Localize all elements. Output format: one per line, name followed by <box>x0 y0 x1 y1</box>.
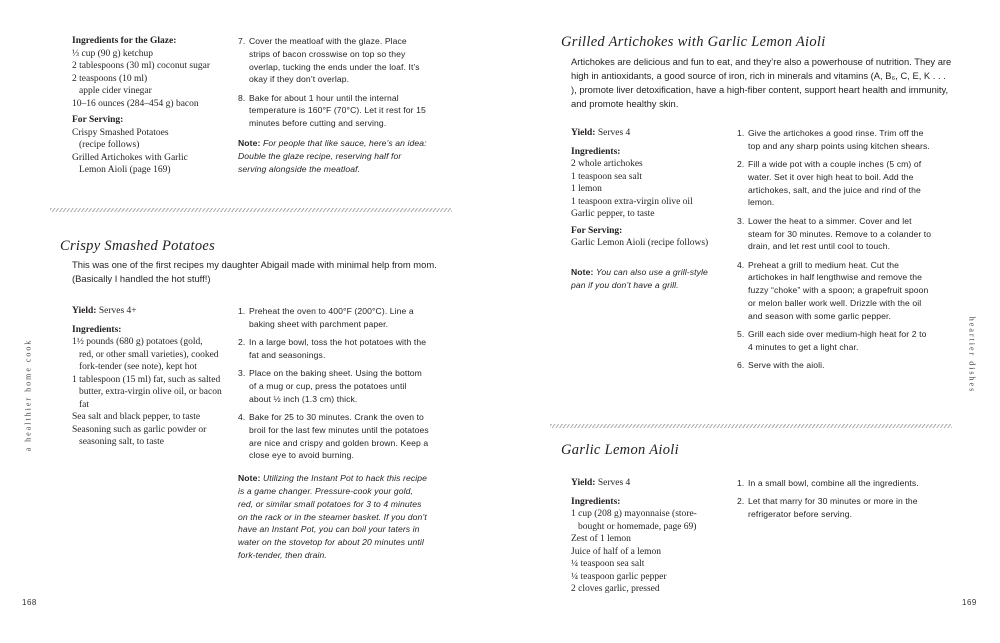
note-text: For people that like sauce, here’s an idea: Double the glaze recipe, reserving half for serving alongside the meatloaf. <box>238 138 427 174</box>
note-text: Utilizing the Instant Pot to hack this recipe is a game changer. Pressure-cook your gold, red, or similar small potatoes for 3 to 4 minutes on the rack or in the steamer basket. If you don’t have an Instant Pot, you can boil your taters in water on the stovetop for about 20 minutes until fork-tender, then drain. <box>238 473 428 561</box>
step-item <box>737 495 933 521</box>
step-number: 3. <box>238 368 246 379</box>
step-number: 2. <box>737 159 745 170</box>
ingredient-item: 2 cloves garlic, pressed <box>571 584 660 594</box>
step-number: 8. <box>238 92 246 103</box>
yield-label: Yield: <box>571 478 596 488</box>
running-head-left: a healthier home cook <box>23 338 33 452</box>
ingredient-item: 1 teaspoon sea salt <box>571 171 642 182</box>
step-text: Lower the heat to a simmer. Cover and let steam for 30 minutes. Remove to a colander to drain, and let rest until cool to touch. <box>748 215 932 252</box>
serving-item: Grilled Artichokes with Garlic Lemon Aioli (page 169) <box>72 152 188 175</box>
potatoes-ingredients <box>72 305 222 449</box>
aioli-ingredients <box>571 477 721 596</box>
step-number: 4. <box>737 259 745 270</box>
ingredient-item: Garlic pepper, to taste <box>571 209 655 219</box>
step-item <box>238 35 430 86</box>
yield-line <box>72 305 222 318</box>
ingredient-item: 1 teaspoon extra-virgin olive oil <box>571 196 693 207</box>
ingredient-item: Seasoning such as garlic powder or seasoning salt, to taste <box>72 424 207 447</box>
right-page <box>500 0 1000 643</box>
note-label: Note: <box>238 473 261 484</box>
step-number: 5. <box>737 329 745 340</box>
yield-label: Yield: <box>72 306 97 316</box>
serving-heading: For Serving: <box>571 225 623 236</box>
step-item <box>737 328 933 354</box>
recipe-title: Garlic Lemon Aioli <box>561 442 679 458</box>
ingredients-heading: Ingredients: <box>571 496 621 507</box>
step-item <box>737 359 933 372</box>
page-number: 168 <box>22 598 37 607</box>
ingredient-item: ¼ teaspoon garlic pepper <box>571 571 667 582</box>
step-item <box>238 367 430 405</box>
yield-value: Serves 4 <box>597 128 631 138</box>
step-number: 7. <box>238 36 246 46</box>
step-text: Let that marry for 30 minutes or more in the refrigerator before serving. <box>748 496 918 520</box>
section-divider <box>550 424 952 428</box>
step-text: Preheat the oven to 400°F (200°C). Line a baking sheet with parchment paper. <box>249 306 414 329</box>
serving-heading: For Serving: <box>72 115 124 125</box>
artichokes-ingredients <box>571 127 726 250</box>
step-item <box>238 336 430 362</box>
page-number: 169 <box>962 598 977 607</box>
step-item <box>238 305 430 331</box>
note-text: You can also use a grill-style pan if you don’t have a grill. <box>571 267 708 290</box>
step-number: 3. <box>737 215 745 226</box>
potatoes-note <box>238 472 430 562</box>
ingredient-item: Juice of half of a lemon <box>571 546 661 557</box>
step-text: Grill each side over medium-high heat for 2 to 4 minutes to get a light char. <box>748 329 927 352</box>
note-label: Note: <box>571 267 594 277</box>
ingredient-item: Zest of 1 lemon <box>571 534 631 544</box>
note-label: Note: <box>238 138 261 149</box>
serving-item: Crispy Smashed Potatoes (recipe follows) <box>72 127 169 150</box>
yield-line <box>571 477 721 490</box>
running-head-right: heartier dishes <box>967 316 977 394</box>
step-text: In a small bowl, combine all the ingredients. <box>748 478 919 488</box>
ingredient-item: 1 lemon <box>571 184 602 194</box>
recipe-intro: This was one of the first recipes my daughter Abigail made with minimal help from mom. (Basically I handled the hot stuff!) <box>72 259 437 284</box>
step-text: Cover the meatloaf with the glaze. Place strips of bacon crosswise on top so they overlap, tucking the ends under the loaf. It’s okay if they don’t overlap. <box>249 36 420 85</box>
glaze-item: 2 teaspoons (10 ml) apple cider vinegar <box>72 73 152 96</box>
step-text: Give the artichokes a good rinse. Trim off the top and any sharp points using kitchen shears. <box>748 128 930 151</box>
section-divider <box>50 208 452 212</box>
step-number: 1. <box>737 128 745 138</box>
step-item <box>238 411 430 462</box>
meatloaf-steps <box>238 35 430 175</box>
step-number: 4. <box>238 412 246 423</box>
step-number: 6. <box>737 360 745 371</box>
ingredient-item: ¼ teaspoon sea salt <box>571 559 645 569</box>
glaze-item: 10–16 ounces (284–454 g) bacon <box>72 98 199 109</box>
yield-value: Serves 4 <box>597 478 631 488</box>
potatoes-steps <box>238 305 430 562</box>
ingredients-heading: Ingredients: <box>571 146 621 157</box>
yield-line <box>571 127 726 140</box>
glaze-item: 2 tablespoons (30 ml) coconut sugar <box>72 61 210 71</box>
step-text: Preheat a grill to medium heat. Cut the artichokes in half lengthwise and remove the fuzzy “choke” with a spoon; a grapefruit spoon or melon baller work well. Drizzle with the oil and season with some garlic pepper. <box>748 259 929 321</box>
artichokes-steps <box>737 127 933 378</box>
step-number: 2. <box>737 496 745 507</box>
aioli-steps <box>737 477 933 526</box>
step-text: Place on the baking sheet. Using the bottom of a mug or cup, press the potatoes until about ½ inch (1.3 cm) thick. <box>249 368 422 404</box>
recipe-title: Grilled Artichokes with Garlic Lemon Aioli <box>561 34 826 50</box>
step-text: Bake for about 1 hour until the internal temperature is 160°F (70°C). Let it rest for 15 minutes before cutting and serving. <box>249 92 426 129</box>
step-item <box>737 127 933 153</box>
glaze-heading: Ingredients for the Glaze: <box>72 36 177 46</box>
ingredient-item: 1 cup (208 g) mayonnaise (store-bought or homemade, page 69) <box>571 509 697 532</box>
recipe-title: Crispy Smashed Potatoes <box>60 238 216 254</box>
meatloaf-ingredients <box>72 35 222 177</box>
step-text: Fill a wide pot with a couple inches (5 cm) of water. Set it over high heat to boil. Add the artichokes, salt, and the juice and rind of the lemon. <box>748 159 922 208</box>
step-number: 2. <box>238 337 246 348</box>
ingredient-item: 2 whole artichokes <box>571 159 643 169</box>
recipe-intro: Artichokes are delicious and fun to eat, and they’re also a powerhouse of nutrition. They are high in antioxidants, a good source of iron, rich in minerals and vitamins (A, B₆, C, E, K . . . ), promote liver detoxification, have a high-fiber content, support heart health and immunity, and promote healthy skin. <box>571 56 952 109</box>
serving-item: Garlic Lemon Aioli (recipe follows) <box>571 238 709 248</box>
yield-label: Yield: <box>571 128 596 138</box>
step-item <box>737 477 933 490</box>
ingredient-item: 1 tablespoon (15 ml) fat, such as salted butter, extra-virgin olive oil, or bacon fat <box>72 374 222 410</box>
artichokes-note <box>571 266 721 292</box>
ingredient-item: 1½ pounds (680 g) potatoes (gold, red, or other small varieties), cooked fork-tender (see note), kept hot <box>72 337 219 372</box>
ingredients-heading: Ingredients: <box>72 324 122 335</box>
step-text: Serve with the aioli. <box>748 360 825 371</box>
yield-value: Serves 4+ <box>98 306 137 316</box>
step-number: 1. <box>737 478 745 488</box>
ingredient-item: Sea salt and black pepper, to taste <box>72 412 201 422</box>
step-item <box>737 215 933 253</box>
step-number: 1. <box>238 306 246 316</box>
step-item <box>737 259 933 323</box>
meatloaf-note <box>238 137 430 175</box>
step-item <box>238 92 430 130</box>
glaze-item: ⅓ cup (90 g) ketchup <box>72 48 153 59</box>
step-item <box>737 158 933 209</box>
step-text: In a large bowl, toss the hot potatoes with the fat and seasonings. <box>249 337 427 360</box>
step-text: Bake for 25 to 30 minutes. Crank the oven to broil for the last few minutes until the potatoes are nice and crispy and golden brown. Keep a close eye to avoid burning. <box>249 412 429 461</box>
